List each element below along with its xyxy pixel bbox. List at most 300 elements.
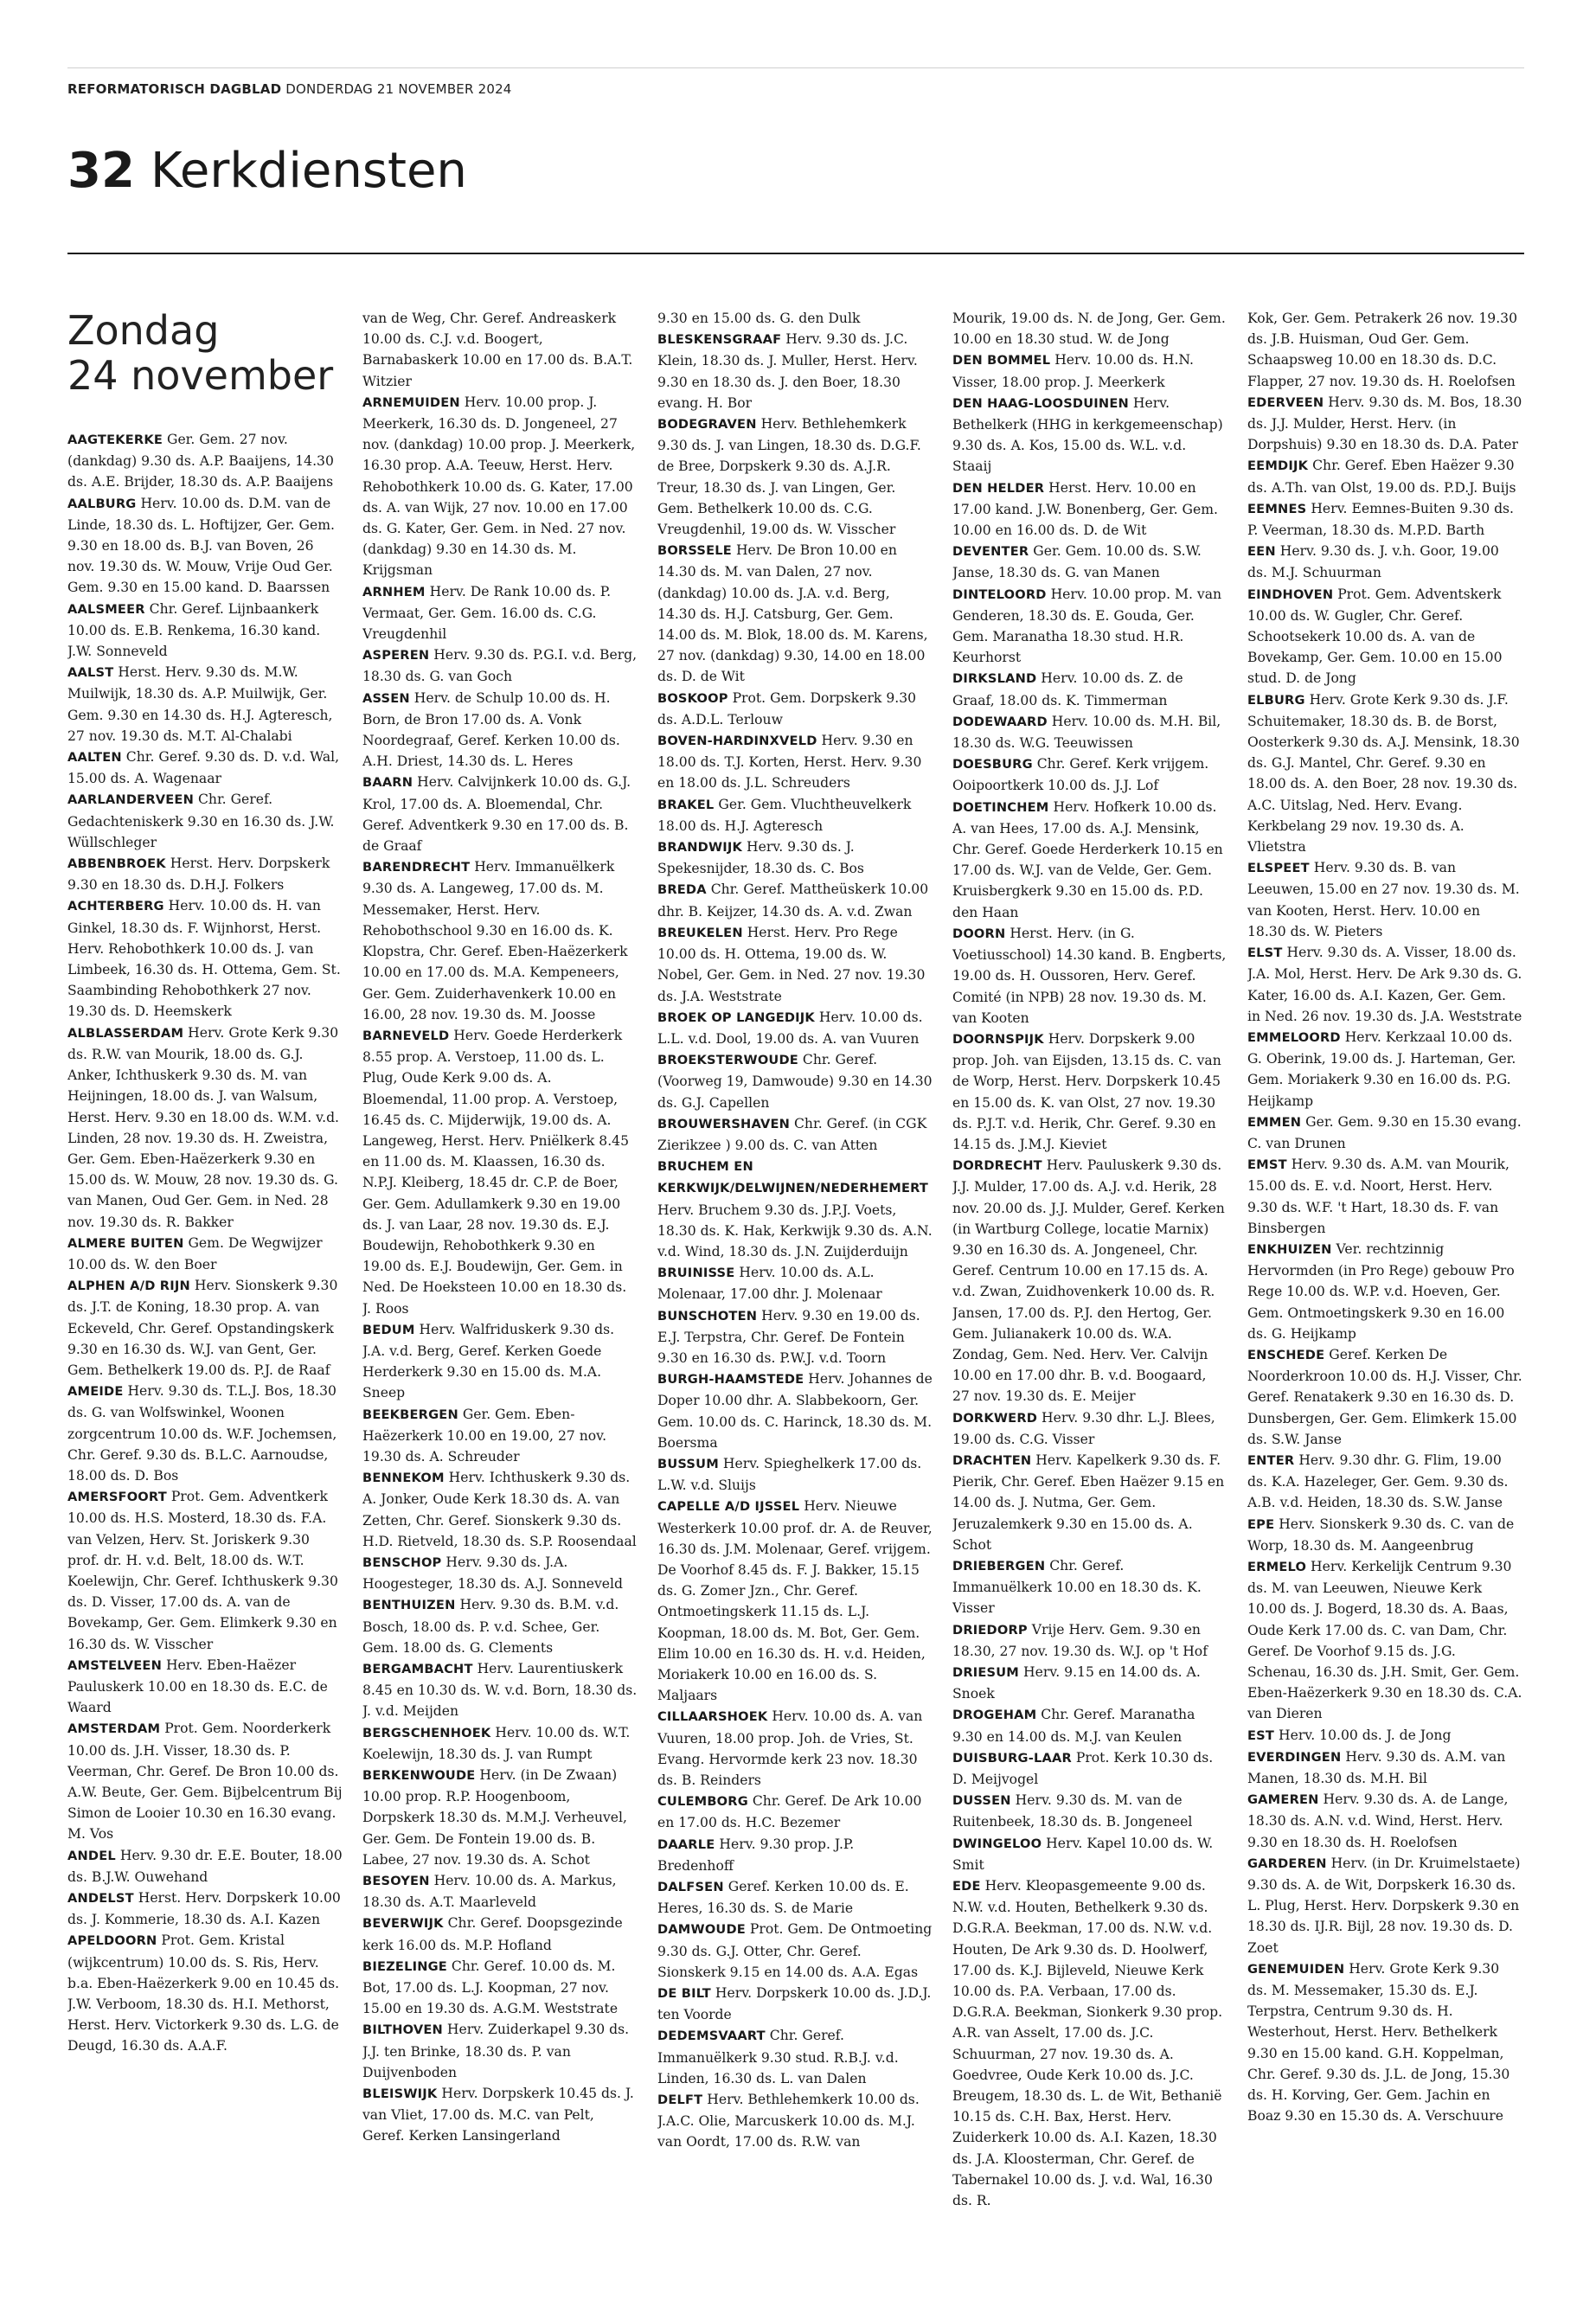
church-listing	[657, 836, 933, 879]
service-details: Herv. Zuiderkapel 9.30 ds. J.J. ten Brinke, 18.30 ds. P. van Duijvenboden	[362, 2022, 630, 2080]
church-listing	[1247, 392, 1522, 456]
church-listing	[657, 1834, 933, 1876]
place-name: BERGSCHENHOEK	[362, 1725, 491, 1740]
service-details: Gem. De Wegwijzer 10.00 ds. W. den Boer	[67, 1234, 323, 1272]
place-name: BROEKSTERWOUDE	[657, 1053, 798, 1068]
listing-columns	[67, 308, 1524, 2280]
place-name: EST	[1247, 1727, 1275, 1743]
column-4	[952, 308, 1227, 2280]
church-listing	[657, 1262, 933, 1304]
place-name: ASSEN	[362, 690, 410, 706]
church-listing	[67, 853, 343, 895]
church-listing	[657, 922, 933, 1007]
service-details: Herv. 10.00 prop. J. Meerkerk, 16.30 ds. D. Jongeneel, 27 nov. (dankdag) 10.00 prop. J. Meerkerk, 16.30 prop. A.A. Teeuw, Herst. Herv. Rehobothkerk 10.00 ds. G. Kater, 17.00 ds. A. van Wijk, 27 nov. 10.00 en 17.00 ds. G. Kater, Ger. Gem. in Ned. 27 nov. (dankdag) 9.30 en 14.30 ds. M. Krijgsman	[362, 394, 636, 579]
church-listing	[657, 688, 933, 730]
church-listing	[657, 1156, 933, 1262]
place-name: BEDUM	[362, 1322, 415, 1337]
church-listing	[67, 895, 343, 1022]
place-name: ARNEMUIDEN	[362, 394, 460, 410]
place-name: DWINGELOO	[952, 1836, 1042, 1851]
church-listing	[362, 1765, 638, 1870]
place-name: BURGH-HAAMSTEDE	[657, 1372, 804, 1388]
service-details: Herv. Kleopasgemeente 9.00 ds. N.W. v.d. Houten, Bethelkerk 9.30 ds. D.G.R.A. Beekman, 17.00 ds. N.W. v.d. Houten, De Ark 9.30 ds. D. Hoolwerf, 17.00 ds. K.J. Bijleveld, Nieuwe Kerk 10.00 ds. P.A. Verbaan, 17.00 ds. D.G.R.A. Beekman, Sionkerk 9.30 prop. A.R. van Asselt, 17.00 ds. J.C. Schuurman, 27 nov. 19.30 ds. A. Goedvree, Oude Kerk 10.00 ds. J.C. Breugem, 18.30 ds. L. de Wit, Bethanië 10.15 ds. C.H. Bax, Herst. Herv. Zuiderkerk 10.00 ds. A.I. Kazen, 18.30 ds. J.A. Kloosterman, Chr. Geref. de Tabernakel 10.00 ds. J. v.d. Wal, 16.30 ds. R.	[952, 1878, 1223, 2209]
place-name: ENSCHEDE	[1247, 1347, 1325, 1362]
place-name: ENTER	[1247, 1452, 1295, 1468]
service-details: Herv. Sionskerk 9.30 ds. J.T. de Koning, 18.30 prop. A. van Eckeveld, Chr. Geref. Opstandingskerk 9.30 en 16.30 ds. W.J. van Gent, Ger. Gem. Bethelkerk 19.00 ds. P.J. de Raaf	[67, 1278, 338, 1378]
service-details: Herv. Goede Herderkerk 8.55 prop. A. Verstoep, 11.00 ds. L. Plug, Oude Kerk 9.00 ds. A. Bloemendal, 11.00 prop. A. Verstoep, 16.45 ds. C. Mijderwijk, 19.00 ds. A. Langeweg, Herst. Herv. Pniëlkerk 8.45 en 11.00 ds. M. Klaassen, 16.30 ds. N.P.J. Kleiberg, 18.45 dr. C.P. de Boer, Ger. Gem. Adullamkerk 9.30 en 19.00 ds. J. van Laar, 28 nov. 19.30 ds. E.J. Boudewijn, Rehobothkerk 9.30 en 19.00 ds. E.J. Boudewijn, Ger. Gem. in Ned. De Hoeksteen 10.00 en 18.30 ds. J. Roos	[362, 1027, 629, 1317]
service-details: Chr. Geref. Mattheüskerk 10.00 dhr. B. Keijzer, 14.30 ds. A. v.d. Zwan	[657, 881, 929, 920]
masthead	[67, 81, 512, 97]
church-listing	[952, 1407, 1227, 1450]
place-name: DRIEBERGEN	[952, 1558, 1046, 1574]
service-details: Herv. Kapelkerk 9.30 ds. F. Pierik, Chr. Geref. Eben Haëzer 9.15 en 14.00 ds. J. Nutma, Ger. Gem. Jeruzalemkerk 9.30 en 15.00 ds. A. Schot	[952, 1452, 1225, 1553]
place-name: BEEKBERGEN	[362, 1407, 458, 1422]
service-details: Ger. Gem. Eben-Haëzerkerk 10.00 en 19.00, 27 nov. 19.30 ds. A. Schreuder	[362, 1406, 607, 1465]
church-listing	[952, 923, 1227, 1029]
service-details: Herv. Ichthuskerk 9.30 ds. A. Jonker, Oude Kerk 18.30 ds. A. van Zetten, Chr. Geref. Sionskerk 9.30 ds. H.D. Rietveld, 18.30 ds. S.P. Roosendaal	[362, 1470, 637, 1549]
column-3	[657, 308, 933, 2280]
service-details: Herv. 9.30 dhr. L.J. Blees, 19.00 ds. C.G. Visser	[952, 1409, 1215, 1447]
church-listing	[1247, 1112, 1522, 1154]
place-name: BRANDWIJK	[657, 840, 743, 856]
place-name: DE BILT	[657, 1986, 711, 2002]
church-listing	[952, 393, 1227, 478]
page-number: 32	[67, 143, 135, 199]
church-listing	[362, 2019, 638, 2083]
church-listing	[362, 1594, 638, 1658]
service-details: Herv. Pauluskerk 9.30 ds. J.J. Mulder, 17.00 ds. A.J. v.d. Herik, 28 nov. 20.00 ds. J.J. Mulder, Geref. Kerken (in Wartburg College, locatie Marnix) 9.30 en 16.30 ds. A. Jongeneel, Chr. Geref. Centrum 10.00 en 17.15 ds. A. v.d. Zwan, Zuidhovenkerk 10.00 ds. R. Jansen, 17.00 ds. P.J. den Hertog, Ger. Gem. Julianakerk 10.00 ds. W.A. Zondag, Gem. Ned. Herv. Ver. Calvijn 10.00 en 17.00 dhr. B. v.d. Boogaard, 27 nov. 19.30 ds. E. Meijer	[952, 1157, 1225, 1405]
church-listing	[1247, 1450, 1522, 1514]
church-listing	[67, 1888, 343, 1930]
place-name: DOORN	[952, 926, 1006, 941]
place-name: BUNSCHOTEN	[657, 1308, 758, 1324]
service-details: Herv. Kerkelijk Centrum 9.30 ds. M. van Leeuwen, Nieuwe Kerk 10.00 ds. J. Bogerd, 18.30 ds. A. Baas, Oude Kerk 17.00 ds. C. van Dam, Chr. Geref. De Voorhof 9.15 ds. J.G. Schenau, 16.30 ds. J.H. Smit, Ger. Gem. Eben-Haëzerkerk 9.30 en 18.30 ds. C.A. van Dieren	[1247, 1558, 1522, 1722]
church-listing	[362, 1467, 638, 1552]
place-name: BOVEN-HARDINXVELD	[657, 734, 817, 749]
church-listing	[67, 1930, 343, 2056]
service-details: Kok, Ger. Gem. Petrakerk 26 nov. 19.30 ds. J.B. Huisman, Oud Ger. Gem. Schaapsweg 10.00 en 18.30 ds. D.C. Flapper, 27 nov. 19.30 ds. H. Roelofsen	[1247, 311, 1518, 389]
church-listing	[362, 1319, 638, 1404]
service-details: Herv. Nieuwe Westerkerk 10.00 prof. dr. A. de Reuver, 16.30 ds. J.M. Molenaar, Geref. vrijgem. De Voorhof 8.45 ds. F. J. Bakker, 15.15 ds. G. Zomer Jzn., Chr. Geref. Ontmoetingskerk 11.15 ds. L.J. Koopman, 18.00 ds. M. Bot, Ger. Gem. Elim 10.00 en 16.30 ds. H. v.d. Heiden, Moriakerk 10.00 en 16.00 ds. S. Maljaars	[657, 1498, 933, 1704]
church-listing	[952, 1833, 1227, 1875]
service-details: Herv. Johannes de Doper 10.00 dhr. A. Slabbekoorn, Ger. Gem. 10.00 ds. C. Harinck, 18.30 ds. M. Boersma	[657, 1371, 933, 1451]
page-header	[67, 145, 467, 197]
place-name: AMSTERDAM	[67, 1721, 161, 1737]
service-details: Herv. 9.30 ds. M. Bos, 18.30 ds. J.J. Mulder, Herst. Herv. (in Dorpshuis) 9.30 en 18.30 ds. D.A. Pater	[1247, 394, 1522, 453]
place-name: DOETINCHEM	[952, 799, 1049, 815]
church-listing	[952, 797, 1227, 923]
church-listing	[657, 1919, 933, 1983]
church-listing	[67, 1022, 343, 1233]
place-name: GAMEREN	[1247, 1792, 1319, 1808]
place-name: BREDA	[657, 882, 707, 898]
church-listing	[67, 493, 343, 599]
church-listing	[952, 584, 1227, 669]
church-listing	[362, 1552, 638, 1594]
service-details: Herv. 9.30 ds. M. van de Ruitenbeek, 18.30 ds. B. Jongeneel	[952, 1792, 1193, 1830]
service-details: Herst. Herv. Dorpskerk 10.00 ds. J. Kommerie, 18.30 ds. A.I. Kazen	[67, 1890, 341, 1928]
service-details: Herv. 9.30 ds. A. de Lange, 18.30 ds. A.N. v.d. Wind, Herst. Herv. 9.30 en 18.30 ds. H. Roelofsen	[1247, 1791, 1509, 1850]
service-details: Chr. Geref. De Ark 10.00 en 17.00 ds. H.C. Bezemer	[657, 1793, 922, 1831]
service-details: Chr. Geref. Doopsgezinde kerk 16.00 ds. M.P. Hofland	[362, 1915, 623, 1953]
newspaper-name: REFORMATORISCH DAGBLAD	[67, 81, 282, 97]
section-heading	[67, 308, 343, 398]
church-listing	[657, 1453, 933, 1496]
service-details: van de Weg, Chr. Geref. Andreaskerk 10.00 ds. C.J. v.d. Boogert, Barnabaskerk 10.00 en 17.00 ds. B.A.T. Witzier	[362, 311, 633, 389]
place-name: BOSKOOP	[657, 690, 728, 706]
service-details: Herst. Herv. Dorpskerk 9.30 en 18.30 ds. D.H.J. Folkers	[67, 856, 330, 894]
church-listing	[657, 1876, 933, 1919]
section-date: 24 november	[67, 352, 334, 399]
service-details: Herst. Herv. 10.00 en 17.00 kand. J.W. Bonenberg, Ger. Gem. 10.00 en 16.00 ds. D. de Wit	[952, 479, 1218, 539]
place-name: CILLAARSHOEK	[657, 1709, 768, 1725]
place-name: GENEMUIDEN	[1247, 1961, 1345, 1977]
church-listing	[952, 1662, 1227, 1704]
service-details: Herv. Bethlehemkerk 10.00 ds. J.A.C. Olie, Marcuskerk 10.00 ds. M.J. van Oordt, 17.00 ds. R.W. van	[657, 2092, 920, 2150]
place-name: DEN BOMMEL	[952, 353, 1051, 369]
place-name: ELBURG	[1247, 692, 1305, 708]
church-listing	[1247, 1725, 1522, 1747]
place-name: DOORNSPIJK	[952, 1031, 1044, 1047]
church-listing	[67, 1486, 343, 1655]
service-details: Herv. 10.00 ds. W.T. Koelewijn, 18.30 ds. J. van Rumpt	[362, 1724, 631, 1762]
place-name: APELDOORN	[67, 1933, 157, 1949]
church-listing	[67, 747, 343, 789]
church-listing	[1247, 455, 1522, 497]
church-listing	[67, 1381, 343, 1486]
place-name: DRIEDORP	[952, 1622, 1028, 1638]
service-details: Herv. Hofkerk 10.00 ds. A. van Hees, 17.00 ds. A.J. Mensink, Chr. Geref. Goede Herderkerk 10.15 en 17.00 ds. W.J. van de Velde, Ger. Gem. Kruisbergkerk 9.30 en 15.00 ds. P.D. den Haan	[952, 798, 1223, 920]
place-name: AMERSFOORT	[67, 1490, 167, 1505]
place-name: ANDEL	[67, 1848, 116, 1863]
place-name: BREUKELEN	[657, 925, 743, 940]
church-listing	[1247, 1027, 1522, 1112]
service-details: Herv. 9.30 ds. A. Visser, 18.00 ds. J.A. Mol, Herst. Herv. De Ark 9.30 ds. G. Kater, 16.00 ds. A.I. Kazen, Ger. Gem. in Ned. 26 nov. 19.30 ds. J.A. Weststrate	[1247, 945, 1522, 1024]
service-details: Herv. Calvijnkerk 10.00 ds. G.J. Krol, 17.00 ds. A. Bloemendal, Chr. Geref. Adventkerk 9.30 en 17.00 ds. B. de Graaf	[362, 774, 631, 855]
place-name: BRAKEL	[657, 797, 715, 812]
place-name: BUSSUM	[657, 1456, 719, 1471]
page-title: Kerkdiensten	[150, 143, 467, 199]
service-details: Herv. 10.00 ds. Z. de Graaf, 18.00 ds. K. Timmerman	[952, 670, 1183, 708]
church-listing	[67, 1718, 343, 1844]
place-name: CULEMBORG	[657, 1794, 748, 1810]
church-listing	[1247, 1514, 1522, 1556]
place-name: BAARN	[362, 775, 413, 791]
column-1	[67, 308, 343, 2280]
service-details: Chr. Geref. Gedachteniskerk 9.30 en 16.30 ds. J.W. Wüllschleger	[67, 792, 335, 850]
church-listing	[952, 349, 1227, 392]
service-details: Herv. 9.30 dhr. G. Flim, 19.00 ds. K.A. Hazeleger, Ger. Gem. 9.30 ds. A.B. v.d. Heiden, 18.30 ds. S.W. Janse	[1247, 1452, 1509, 1511]
church-listing	[952, 1875, 1227, 2211]
church-listing	[1247, 1556, 1522, 1725]
church-listing	[657, 1791, 933, 1833]
service-details: Herst. Herv. Pro Rege 10.00 ds. H. Ottema, 19.00 ds. W. Nobel, Ger. Gem. in Ned. 27 nov. 19.30 ds. J.A. Weststrate	[657, 924, 926, 1004]
service-details: Herv. Spieghelkerk 17.00 ds. L.W. v.d. Sluijs	[657, 1455, 922, 1494]
service-details: Chr. Geref. Eben Haëzer 9.30 ds. A.Th. van Olst, 19.00 ds. P.D.J. Buijs	[1247, 458, 1516, 496]
church-listing	[67, 662, 343, 747]
place-name: BROEK OP LANGEDIJK	[657, 1009, 815, 1025]
church-listing	[67, 1845, 343, 1888]
church-listing	[362, 1025, 638, 1319]
place-name: BARNEVELD	[362, 1028, 450, 1043]
place-name: ENKHUIZEN	[1247, 1241, 1332, 1257]
place-name: ALPHEN A/D RIJN	[67, 1279, 190, 1294]
place-name: AAGTEKERKE	[67, 433, 163, 447]
service-details: Ger. Gem. 27 nov. (dankdag) 9.30 ds. A.P. Baaijens, 14.30 ds. A.E. Brijder, 18.30 ds. A.P. Baaijens	[67, 432, 334, 490]
service-details: Herv. 10.00 ds. A. van Vuuren, 18.00 prop. Joh. de Vries, St. Evang. Hervormde kerk 23 nov. 18.30 ds. B. Reinders	[657, 1708, 923, 1789]
place-name: DRIESUM	[952, 1665, 1020, 1680]
place-name: EINDHOVEN	[1247, 586, 1334, 602]
service-details: Herv. Dorpskerk 10.00 ds. J.D.J. ten Voorde	[657, 1985, 932, 2023]
church-listing	[1247, 1344, 1522, 1450]
service-details: Herv. Sionskerk 9.30 ds. C. van de Worp, 18.30 ds. M. Aangeenbrug	[1247, 1516, 1515, 1554]
church-listing	[362, 1658, 638, 1722]
church-listing	[362, 1913, 638, 1955]
service-details: Prot. Gem. Noorderkerk 10.00 ds. J.H. Visser, 18.30 ds. P. Veerman, Chr. Geref. De Bron 10.00 ds. A.W. Beute, Ger. Gem. Bijbelcentrum Bij Simon de Looier 10.30 en 16.30 evang. M. Vos	[67, 1721, 343, 1843]
place-name: BODEGRAVEN	[657, 417, 757, 433]
place-name: EMST	[1247, 1157, 1287, 1173]
service-details: Herv. 10.00 ds. M.H. Bil, 18.30 ds. W.G. Teeuwissen	[952, 713, 1221, 752]
place-name: EMMEN	[1247, 1114, 1302, 1130]
church-listing	[952, 1450, 1227, 1555]
church-listing	[657, 879, 933, 921]
place-name: ELST	[1247, 945, 1283, 961]
service-details: Herv. de Schulp 10.00 ds. H. Born, de Bron 17.00 ds. A. Vonk Noordegraaf, Geref. Kerken 10.00 ds. A.H. Driest, 14.30 ds. L. Heres	[362, 689, 620, 770]
church-listing	[1247, 498, 1522, 541]
service-details: Herv. Bethelkerk (HHG in kerkgemeenschap) 9.30 ds. A. Kos, 15.00 ds. W.L. v.d. Staaij	[952, 394, 1223, 475]
church-listing	[952, 711, 1227, 753]
service-details: Herv. Walfriduskerk 9.30 ds. J.A. v.d. Berg, Geref. Kerken Goede Herderkerk 9.30 en 15.00 ds. M.A. Sneep	[362, 1321, 615, 1401]
church-listing	[657, 794, 933, 836]
service-details: Vrije Herv. Gem. 9.30 en 18.30, 27 nov. 19.30 ds. W.J. op 't Hof	[952, 1621, 1208, 1659]
church-listing	[362, 1956, 638, 2020]
service-details: Ger. Gem. 10.00 ds. S.W. Janse, 18.30 ds. G. van Manen	[952, 543, 1202, 581]
place-name: ALBLASSERDAM	[67, 1025, 184, 1041]
place-name: BIEZELINGE	[362, 1958, 447, 1974]
church-listing	[657, 1113, 933, 1156]
publication-date: DONDERDAG 21 NOVEMBER 2024	[285, 81, 512, 97]
service-details: Herv. 10.00 ds. L.L. v.d. Dool, 19.00 ds. A. van Vuuren	[657, 1009, 923, 1047]
church-listing	[952, 1704, 1227, 1747]
church-listing	[952, 753, 1227, 796]
church-listing	[657, 2025, 933, 2089]
place-name: BESOYEN	[362, 1874, 430, 1889]
service-details: Herv. 9.30 ds. J. v.h. Goor, 19.00 ds. M.J. Schuurman	[1247, 543, 1499, 581]
place-name: BRUCHEM EN KERKWIJK/DELWIJNEN/NEDERHEMERT	[657, 1159, 929, 1196]
service-details: Herv. Laurentiuskerk 8.45 en 10.30 ds. W. v.d. Born, 18.30 ds. J. v.d. Meijden	[362, 1661, 638, 1720]
service-details: Prot. Gem. Kristal (wijkcentrum) 10.00 ds. S. Ris, Herv. b.a. Eben-Haëzerkerk 9.00 en 10.45 ds. J.W. Verboom, 18.30 ds. H.I. Methorst, Herst. Herv. Victorkerk 9.30 ds. L.G. de Deugd, 16.30 ds. A.A.F.	[67, 1932, 340, 2054]
church-listing	[1247, 1747, 1522, 1789]
service-details: Herv. 9.30 ds. P.G.I. v.d. Berg, 18.30 ds. G. van Goch	[362, 647, 638, 685]
service-details: Herv. Grote Kerk 9.30 ds. R.W. van Mourik, 18.00 ds. G.J. Anker, Ichthuskerk 9.30 ds. M. van Heijningen, 18.00 ds. J. van Walsum, Herst. Herv. 9.30 en 18.00 ds. W.M. v.d. Linden, 28 nov. 19.30 ds. H. Zweistra, Ger. Gem. Eben-Haëzerkerk 9.30 en 15.00 ds. W. Mouw, 28 nov. 19.30 ds. G. van Manen, Oud Ger. Gem. in Ned. 28 nov. 19.30 ds. R. Bakker	[67, 1024, 340, 1230]
service-details: Herv. Kapel 10.00 ds. W. Smit	[952, 1835, 1214, 1873]
service-details: Herv. 9.30 ds. B. van Leeuwen, 15.00 en 27 nov. 19.30 ds. M. van Kooten, Herst. Herv. 10.00 en 18.30 ds. W. Pieters	[1247, 860, 1520, 939]
church-listing	[952, 1747, 1227, 1790]
place-name: BILTHOVEN	[362, 2022, 443, 2038]
service-details: Herv. De Rank 10.00 ds. P. Vermaat, Ger. Gem. 16.00 ds. C.G. Vreugdenhil	[362, 583, 612, 643]
place-name: EEN	[1247, 544, 1276, 560]
service-details: Geref. Kerken De Noorderkroon 10.00 ds. H.J. Visser, Chr. Geref. Renatakerk 9.30 en 16.30 ds. D. Dunsbergen, Ger. Gem. Elimkerk 15.00 ds. S.W. Janse	[1247, 1346, 1522, 1447]
church-listing	[657, 1983, 933, 2025]
place-name: AALBURG	[67, 496, 137, 511]
church-listing	[952, 1155, 1227, 1407]
place-name: EDERVEEN	[1247, 394, 1324, 410]
church-listing	[67, 599, 343, 663]
church-listing	[1247, 1239, 1522, 1344]
church-listing	[657, 1368, 933, 1453]
place-name: BEVERWIJK	[362, 1916, 444, 1932]
column-2	[362, 308, 638, 2280]
church-listing	[952, 541, 1227, 583]
church-listing	[362, 772, 638, 856]
service-details: Herv. 9.30 ds. J. Spekesnijder, 18.30 ds. C. Bos	[657, 839, 864, 877]
service-details: Chr. Geref. (Voorweg 19, Damwoude) 9.30 en 14.30 ds. G.J. Capellen	[657, 1052, 933, 1111]
church-listing	[952, 1790, 1227, 1832]
service-details: Chr. Geref. Immanuëlkerk 10.00 en 18.30 ds. K. Visser	[952, 1557, 1202, 1617]
service-details: Herv. 9.30 ds. J.A. Hoogesteger, 18.30 ds. A.J. Sonneveld	[362, 1554, 624, 1593]
place-name: DAARLE	[657, 1836, 715, 1852]
church-listing	[952, 478, 1227, 542]
church-listing	[1247, 1154, 1522, 1239]
church-listing	[362, 644, 638, 687]
service-details: Herv. 9.30 prop. J.P. Bredenhoff	[657, 1836, 855, 1874]
place-name: EDE	[952, 1879, 981, 1894]
place-name: EMMELOORD	[1247, 1029, 1341, 1045]
place-name: BORSSELE	[657, 543, 732, 559]
church-listing	[1247, 1789, 1522, 1853]
church-listing	[362, 856, 638, 1025]
place-name: EVERDINGEN	[1247, 1749, 1342, 1765]
place-name: DRACHTEN	[952, 1452, 1032, 1468]
place-name: AARLANDERVEEN	[67, 792, 195, 808]
service-details: Herst. Herv. 9.30 ds. M.W. Muilwijk, 18.30 ds. A.P. Muilwijk, Ger. Gem. 9.30 en 14.30 ds. H.J. Agteresch, 27 nov. 19.30 ds. M.T. Al-Chalabi	[67, 664, 333, 744]
place-name: BLEISWIJK	[362, 2086, 438, 2102]
church-listing	[657, 329, 933, 413]
church-listing	[657, 1706, 933, 1791]
service-details: Herv. 9.30 ds. T.L.J. Bos, 18.30 ds. G. van Wolfswinkel, Woonen zorgcentrum 10.00 ds. W.F. Jochemsen, Chr. Geref. 9.30 ds. B.L.C. Aarnoudse, 18.00 ds. D. Bos	[67, 1383, 337, 1484]
service-details: Herv. 9.30 en 18.00 ds. T.J. Korten, Herst. Herv. 9.30 en 18.00 ds. J.L. Schreuders	[657, 733, 922, 792]
church-listing	[657, 2089, 933, 2153]
church-listing	[1247, 308, 1522, 392]
service-details: Herv. 10.00 ds. H.N. Visser, 18.00 prop. J. Meerkerk	[952, 352, 1195, 390]
church-listing	[362, 1722, 638, 1765]
service-details: Prot. Gem. Adventskerk 10.00 ds. W. Gugler, Chr. Geref. Schootsekerk 10.00 ds. A. van de Bovekamp, Ger. Gem. 10.00 en 15.00 stud. D. de Jong	[1247, 586, 1503, 687]
service-details: Chr. Geref. Kerk vrijgem. Ooipoortkerk 10.00 ds. J.J. Lof	[952, 756, 1209, 794]
header-rule	[67, 253, 1524, 254]
place-name: ANDELST	[67, 1891, 134, 1907]
place-name: DUSSEN	[952, 1793, 1011, 1809]
service-details: Herv. 9.15 en 14.00 ds. A. Snoek	[952, 1664, 1201, 1702]
service-details: Herv. 9.30 en 19.00 ds. E.J. Terpstra, Chr. Geref. De Fontein 9.30 en 16.30 ds. P.W.J. v.d. Toorn	[657, 1307, 920, 1366]
place-name: BENSCHOP	[362, 1554, 442, 1570]
service-details: Herv. 9.30 ds. B.M. v.d. Bosch, 18.00 ds. P. v.d. Schee, Ger. Gem. 18.00 ds. G. Clements	[362, 1597, 619, 1656]
place-name: ELSPEET	[1247, 861, 1310, 876]
place-name: EEMDIJK	[1247, 458, 1309, 474]
church-listing	[657, 1007, 933, 1049]
service-details: Herv. Bruchem 9.30 ds. J.P.J. Voets, 18.30 ds. K. Hak, Kerkwijk 9.30 ds. A.N. v.d. Wind, 18.30 ds. J.N. Zuijderduijn	[657, 1202, 933, 1259]
section-day: Zondag	[67, 308, 220, 354]
church-listing	[67, 789, 343, 853]
place-name: EPE	[1247, 1516, 1275, 1532]
service-details: Herv. 10.00 ds. A.L. Molenaar, 17.00 dhr. J. Molenaar	[657, 1265, 882, 1303]
service-details: Herv. 9.30 dr. E.E. Bouter, 18.00 ds. B.J.W. Ouwehand	[67, 1847, 343, 1885]
place-name: DORDRECHT	[952, 1158, 1042, 1174]
church-listing	[657, 308, 933, 329]
church-listing	[657, 413, 933, 540]
service-details: Herv. (in De Zwaan) 10.00 prop. R.P. Hoogenboom, Dorpskerk 18.30 ds. M.M.J. Verheuvel, Ger. Gem. De Fontein 19.00 ds. B. Labee, 27 nov. 19.30 ds. A. Schot	[362, 1767, 627, 1868]
place-name: EEMNES	[1247, 501, 1307, 516]
service-details: Herv. 10.00 ds. D.M. van de Linde, 18.30 ds. L. Hoftijzer, Ger. Gem. 9.30 en 18.00 ds. B.J. van Boven, 26 nov. 19.30 ds. W. Mouw, Vrije Oud Ger. Gem. 9.30 en 15.00 kand. D. Baarssen	[67, 495, 335, 596]
place-name: ARNHEM	[362, 584, 426, 599]
church-listing	[67, 1275, 343, 1381]
church-listing	[1247, 857, 1522, 942]
service-details: Herv. 9.30 ds. A.M. van Manen, 18.30 ds. M.H. Bil	[1247, 1748, 1506, 1787]
service-details: Chr. Geref. 10.00 ds. M. Bot, 17.00 ds. L.J. Koopman, 27 nov. 15.00 en 19.30 ds. A.G.M. Weststrate	[362, 1958, 619, 2017]
service-details: Herv. Eemnes-Buiten 9.30 ds. P. Veerman, 18.30 ds. M.P.D. Barth	[1247, 500, 1515, 539]
place-name: DUISBURG-LAAR	[952, 1750, 1072, 1766]
service-details: Ver. rechtzinnig Hervormden (in Pro Rege) gebouw Pro Rege 10.00 ds. W.P. v.d. Hoeven, Ger. Gem. Ontmoetingskerk 9.30 en 16.00 ds. G. Heijkamp	[1247, 1240, 1515, 1342]
church-listing	[67, 1233, 343, 1275]
service-details: Herv. Dorpskerk 10.45 ds. J. van Vliet, 17.00 ds. M.C. van Pelt, Geref. Kerken Lansingerland	[362, 2086, 634, 2144]
place-name: ALMERE BUITEN	[67, 1235, 184, 1251]
place-name: DODEWAARD	[952, 714, 1048, 729]
place-name: DORKWERD	[952, 1410, 1038, 1426]
place-name: DAMWOUDE	[657, 1922, 746, 1938]
place-name: DEVENTER	[952, 544, 1029, 560]
church-listing	[952, 1555, 1227, 1619]
service-details: Herv. Kerkzaal 10.00 ds. G. Oberink, 19.00 ds. J. Harteman, Ger. Gem. Moriakerk 9.30 en 16.00 ds. P.G. Heijkamp	[1247, 1029, 1516, 1109]
church-listing	[362, 1870, 638, 1913]
church-listing	[1247, 689, 1522, 858]
church-listing	[67, 1655, 343, 1719]
service-details: Herv. 10.00 ds. J. de Jong	[1274, 1727, 1452, 1743]
place-name: BENTHUIZEN	[362, 1598, 456, 1613]
service-details: Prot. Gem. Dorpskerk 9.30 ds. A.D.L. Terlouw	[657, 689, 917, 727]
place-name: AMSTELVEEN	[67, 1657, 162, 1673]
service-details: Herst. Herv. (in G. Voetiusschool) 14.30 kand. B. Engberts, 19.00 ds. H. Oussoren, Herv. Geref. Comité (in NPB) 28 nov. 19.30 ds. M. van Kooten	[952, 925, 1227, 1026]
service-details: Chr. Geref. Lijnbaankerk 10.00 ds. E.B. Renkema, 16.30 kand. J.W. Sonneveld	[67, 600, 321, 660]
service-details: Herv. Grote Kerk 9.30 ds. J.F. Schuitemaker, 18.30 ds. B. de Borst, Oosterkerk 9.30 ds. A.J. Mensink, 18.30 ds. G.J. Mantel, Chr. Geref. 9.30 en 18.00 ds. A. den Boer, 28 nov. 19.30 ds. A.C. Uitslag, Ned. Herv. Evang. Kerkbelang 29 nov. 19.30 ds. A. Vlietstra	[1247, 691, 1520, 856]
church-listing	[952, 308, 1227, 349]
service-details: Herv. 9.30 ds. J.C. Klein, 18.30 ds. J. Muller, Herst. Herv. 9.30 en 18.30 ds. J. den Boer, 18.30 evang. H. Bor	[657, 331, 918, 411]
church-listing	[1247, 1853, 1522, 1958]
service-details: Ger. Gem. Vluchtheuvelkerk 18.00 ds. H.J. Agteresch	[657, 796, 912, 834]
church-listing	[952, 668, 1227, 710]
church-listing	[657, 1049, 933, 1113]
place-name: BARENDRECHT	[362, 860, 471, 875]
church-listing	[657, 540, 933, 687]
service-details: 9.30 en 15.00 ds. G. den Dulk	[657, 311, 861, 326]
service-details: Herv. Eben-Haëzer Pauluskerk 10.00 en 18.30 ds. E.C. de Waard	[67, 1657, 328, 1716]
place-name: DEDEMSVAART	[657, 2029, 766, 2044]
place-name: DIRKSLAND	[952, 671, 1037, 687]
place-name: DELFT	[657, 2093, 703, 2108]
place-name: DALFSEN	[657, 1880, 724, 1895]
service-details: Herv. Bethlehemkerk 9.30 ds. J. van Lingen, 18.30 ds. D.G.F. de Bree, Dorpskerk 9.30 ds. A.J.R. Treur, 18.30 ds. J. van Lingen, Ger. Gem. Bethelkerk 10.00 ds. C.G. Vreugdenhil, 19.00 ds. W. Visscher	[657, 416, 921, 538]
church-listing	[362, 2083, 638, 2147]
service-details: Herv. Grote Kerk 9.30 ds. M. Messemaker, 15.30 ds. E.J. Terpstra, Centrum 9.30 ds. H. Westerhout, Herst. Herv. Bethelkerk 9.30 en 15.00 kand. G.H. Koppelman, Chr. Geref. 9.30 ds. J.L. de Jong, 15.30 ds. H. Korving, Ger. Gem. Jachin en Boaz 9.30 en 15.30 ds. A. Verschuure	[1247, 1960, 1510, 2125]
church-listing	[362, 308, 638, 392]
place-name: BERGAMBACHT	[362, 1662, 473, 1676]
place-name: BLESKENSGRAAF	[657, 332, 782, 348]
church-listing	[952, 1029, 1227, 1155]
place-name: BERKENWOUDE	[362, 1768, 476, 1784]
service-details: Chr. Geref. Immanuëlkerk 9.30 stud. R.B.J. v.d. Linden, 16.30 ds. L. van Dalen	[657, 2028, 899, 2086]
place-name: DINTELOORD	[952, 586, 1047, 602]
church-listing	[362, 392, 638, 581]
place-name: DEN HELDER	[952, 480, 1045, 496]
place-name: ABBENBROEK	[67, 856, 166, 872]
